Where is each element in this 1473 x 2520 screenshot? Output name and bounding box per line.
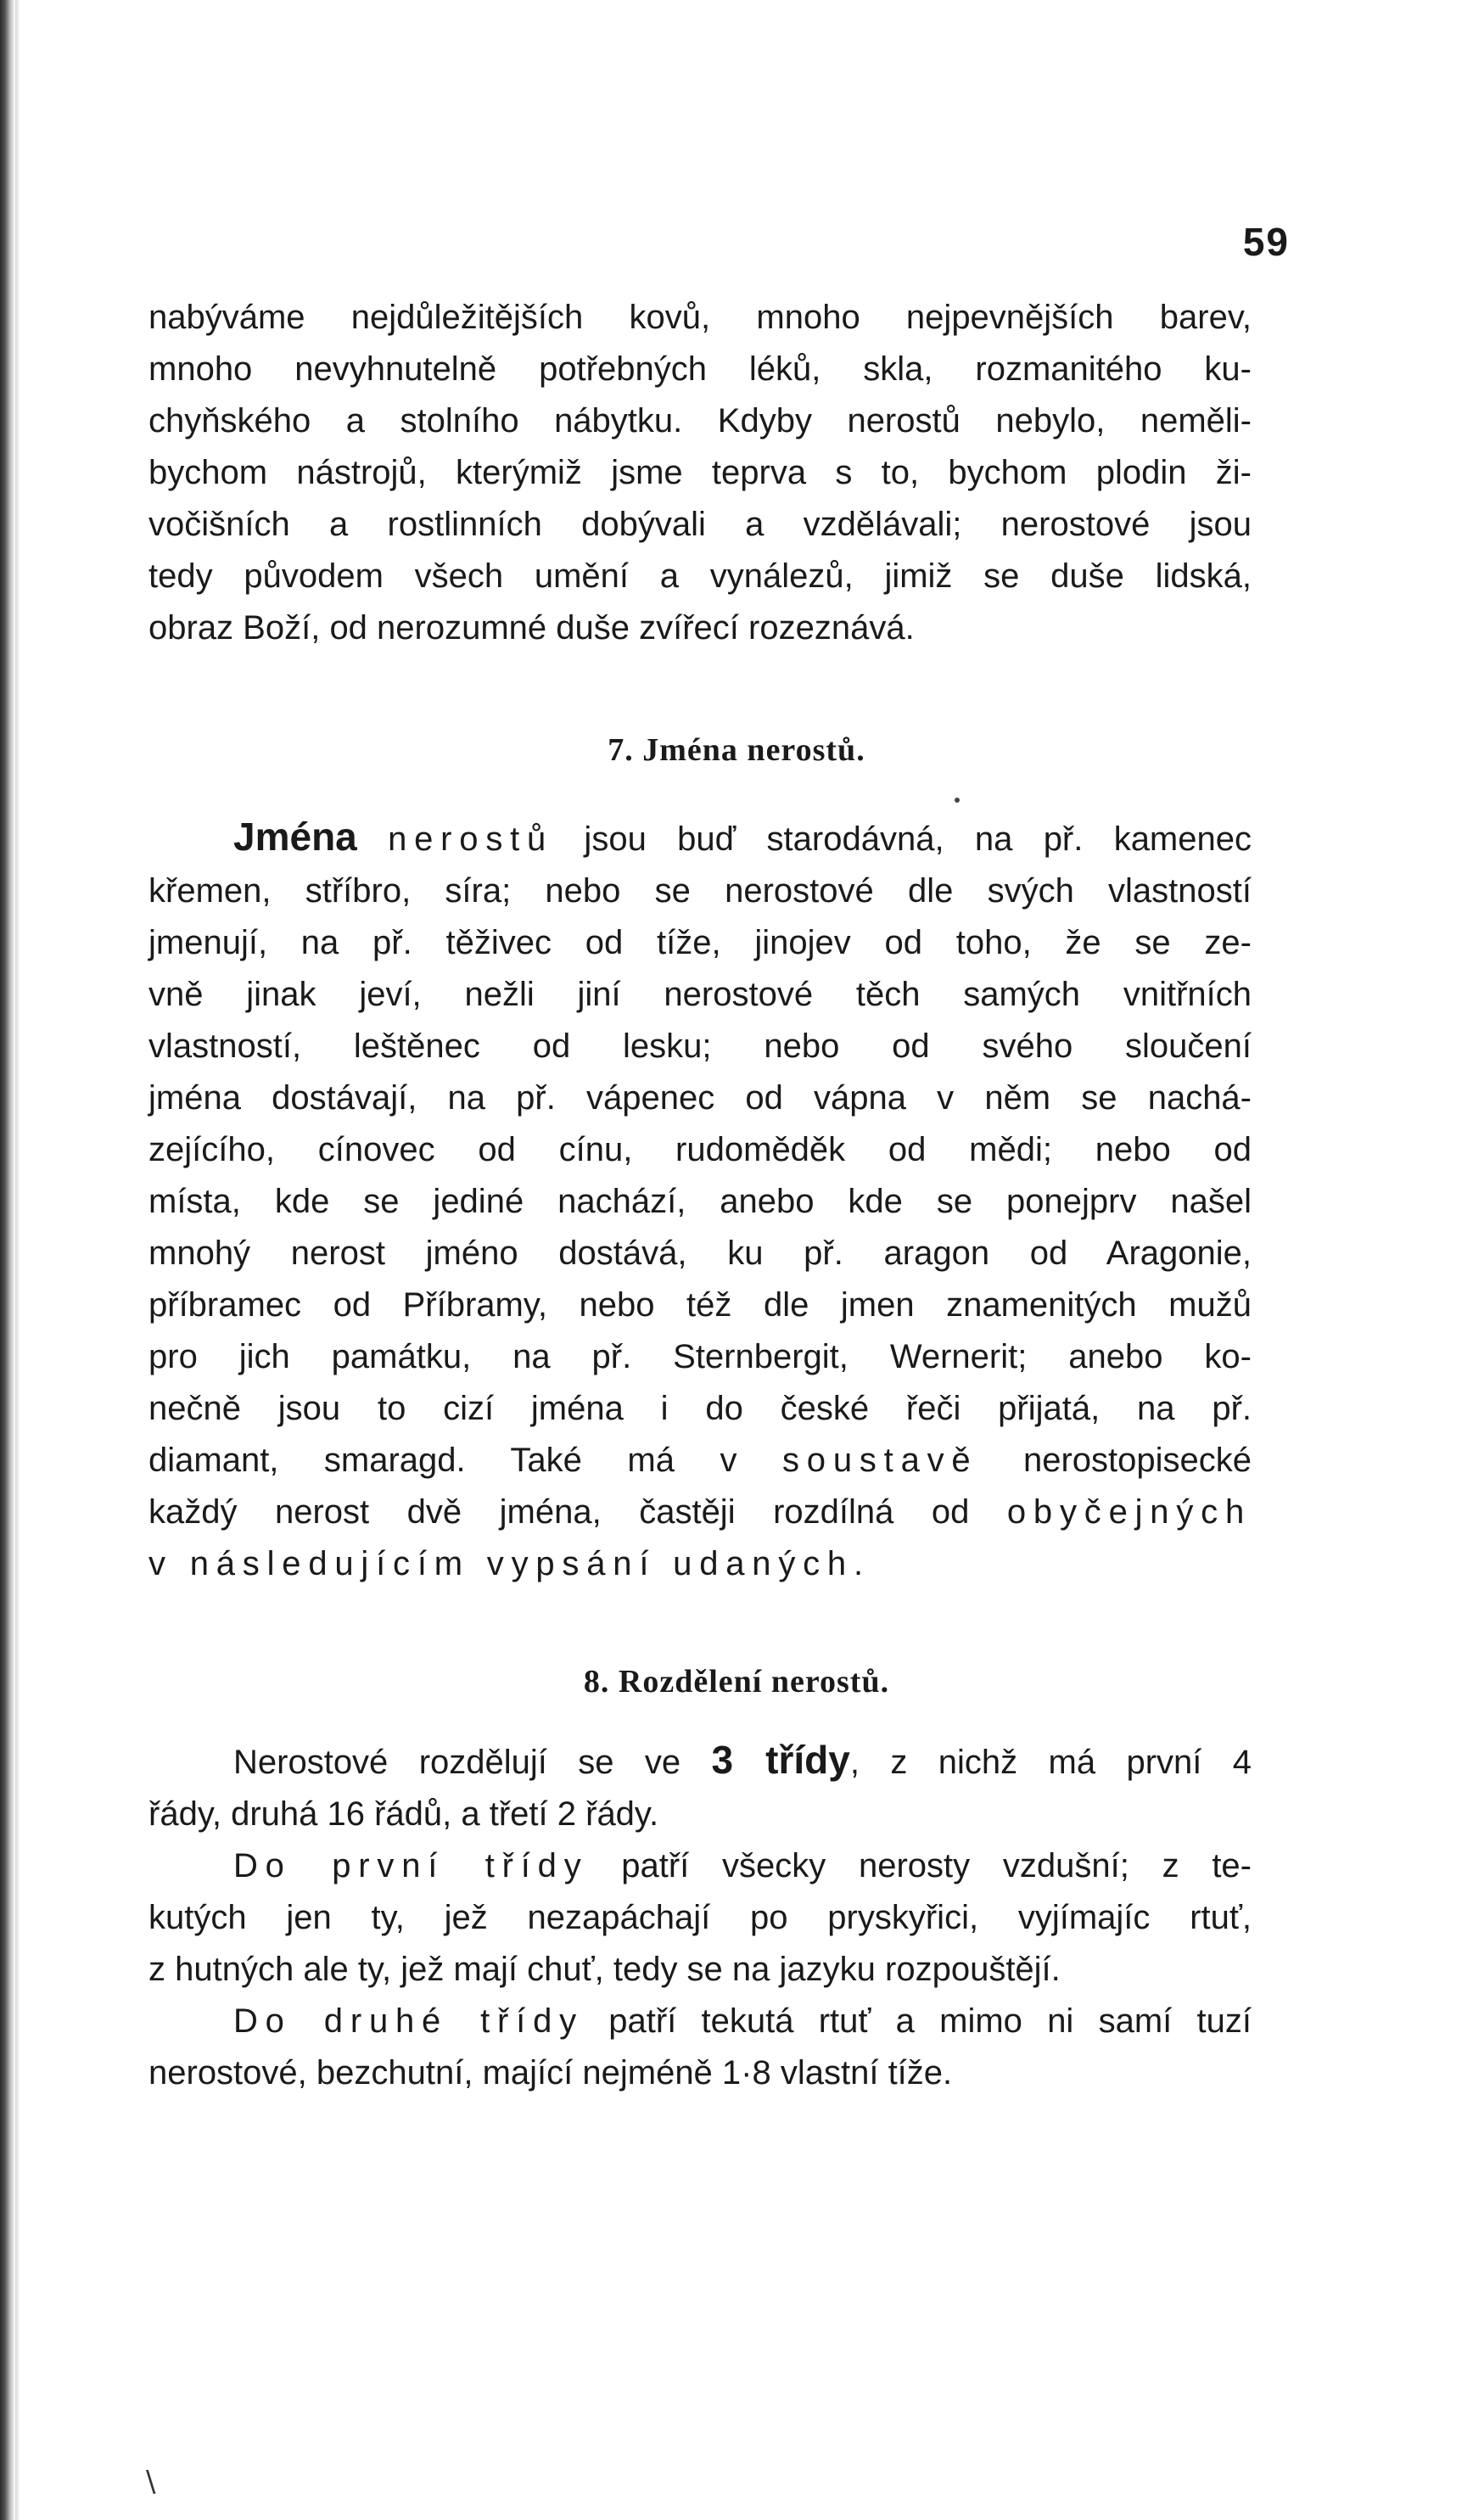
spaced-word: obyčejných [1006,1493,1252,1531]
text-line: zejícího, cínovec od cínu, rudoměděk od mědi; nebo od [148,1131,1252,1168]
text-line: pro jich památku, na př. Sternbergit, Wernerit; anebo ko- [148,1338,1252,1375]
section-heading-8: 8. Rozdělení nerostů. [583,1664,890,1700]
text-line [148,1487,1252,1538]
line-start: každý nerost dvě jména, častěji rozdílná od [148,1493,1007,1531]
stray-mark: \ [146,2465,156,2499]
line-rest: patří tekutá rtuť a mimo ni samí tuzí [583,2002,1252,2040]
section-7-body [148,811,1252,1590]
text-line: bychom nástrojů, kterýmiž jsme teprva s to, bychom plodin ži- [148,454,1252,491]
line-rest: patří všecky nerosty vzdušní; z te- [588,1847,1252,1884]
scan-edge-left [0,0,15,2520]
print-speck [955,798,960,803]
line-start: Nerostové rozdělují se ve [233,1744,712,1781]
text-line: křemen, stříbro, síra; nebo se nerostové dle svých vlastností [148,872,1252,910]
text-line: v následujícím vypsání udaných. [148,1545,871,1582]
text-line: vně jinak jeví, nežli jiní nerostové těch samých vnitřních [148,976,1252,1013]
section-8-body [148,1734,1252,2099]
line-rest: jsou buď starodávná, na př. kamenec [553,820,1252,858]
text-line: mnohý nerost jméno dostává, ku př. aragon od Aragonie, [148,1235,1252,1272]
text-line: z hutných ale ty, jež mají chuť, tedy se na jazyku rozpouštějí. [148,1951,1061,1988]
text-line: chyňského a stolního nábytku. Kdyby nerostů nebylo, neměli- [148,402,1252,440]
text-line: kutých jen ty, jež nezapáchají po pryskyřici, vyjímajíc rtuť, [148,1899,1252,1936]
text-line: jména dostávají, na př. vápenec od vápna v něm se nachá- [148,1079,1252,1117]
text-line [148,1734,1252,1789]
scan-edge-shadow [15,0,20,2520]
lead-word: Jména [233,815,357,859]
text-line: obraz Boží, od nerozumné duše zvířecí rozeznává. [148,609,915,647]
line-rest: , z nichž má první 4 [849,1744,1252,1781]
line-start: diamant, smaragd. Také má v [148,1442,782,1479]
text-line [148,811,1252,865]
page-number: 59 [1242,220,1290,264]
text-line: nerostové, bezchutní, mající nejméně 1·8 vlastní tíže. [148,2054,953,2092]
spaced-word: nerostů [388,820,554,858]
spaced-word: soustavě [781,1442,978,1479]
text-line: tedy původem všech umění a vynálezů, jimiž se duše lidská, [148,557,1252,595]
line-rest: nerostopisecké [977,1442,1252,1479]
paragraph-continuation [148,292,1252,654]
text-line [148,1996,1252,2047]
text-line: nabýváme nejdůležitějších kovů, mnoho nejpevnějších barev, [148,299,1252,336]
spaced-phrase: Do druhé třídy [233,2002,584,2040]
text-line: příbramec od Příbramy, nebo též dle jmen znamenitých mužů [148,1286,1252,1324]
spaced-phrase: Do první třídy [233,1847,589,1884]
bold-phrase: 3 třídy [711,1738,850,1782]
text-line [148,1840,1252,1892]
text-line: řády, druhá 16 řádů, a třetí 2 řády. [148,1795,659,1833]
text-line: nečně jsou to cizí jména i do české řeči přijatá, na př. [148,1390,1252,1427]
text-line: mnoho nevyhnutelně potřebných léků, skla, rozmanitého ku- [148,350,1252,388]
section-heading-7: 7. Jména nerostů. [608,732,865,768]
text-line: jmenují, na př. těživec od tíže, jinojev od toho, že se ze- [148,924,1252,961]
text-line [148,1435,1252,1487]
text-line: vlastností, leštěnec od lesku; nebo od svého sloučení [148,1028,1252,1065]
text-line: místa, kde se jediné nachází, anebo kde se ponejprv našel [148,1183,1252,1220]
text-line: vočišních a rostlinních dobývali a vzdělávali; nerostové jsou [148,506,1252,543]
